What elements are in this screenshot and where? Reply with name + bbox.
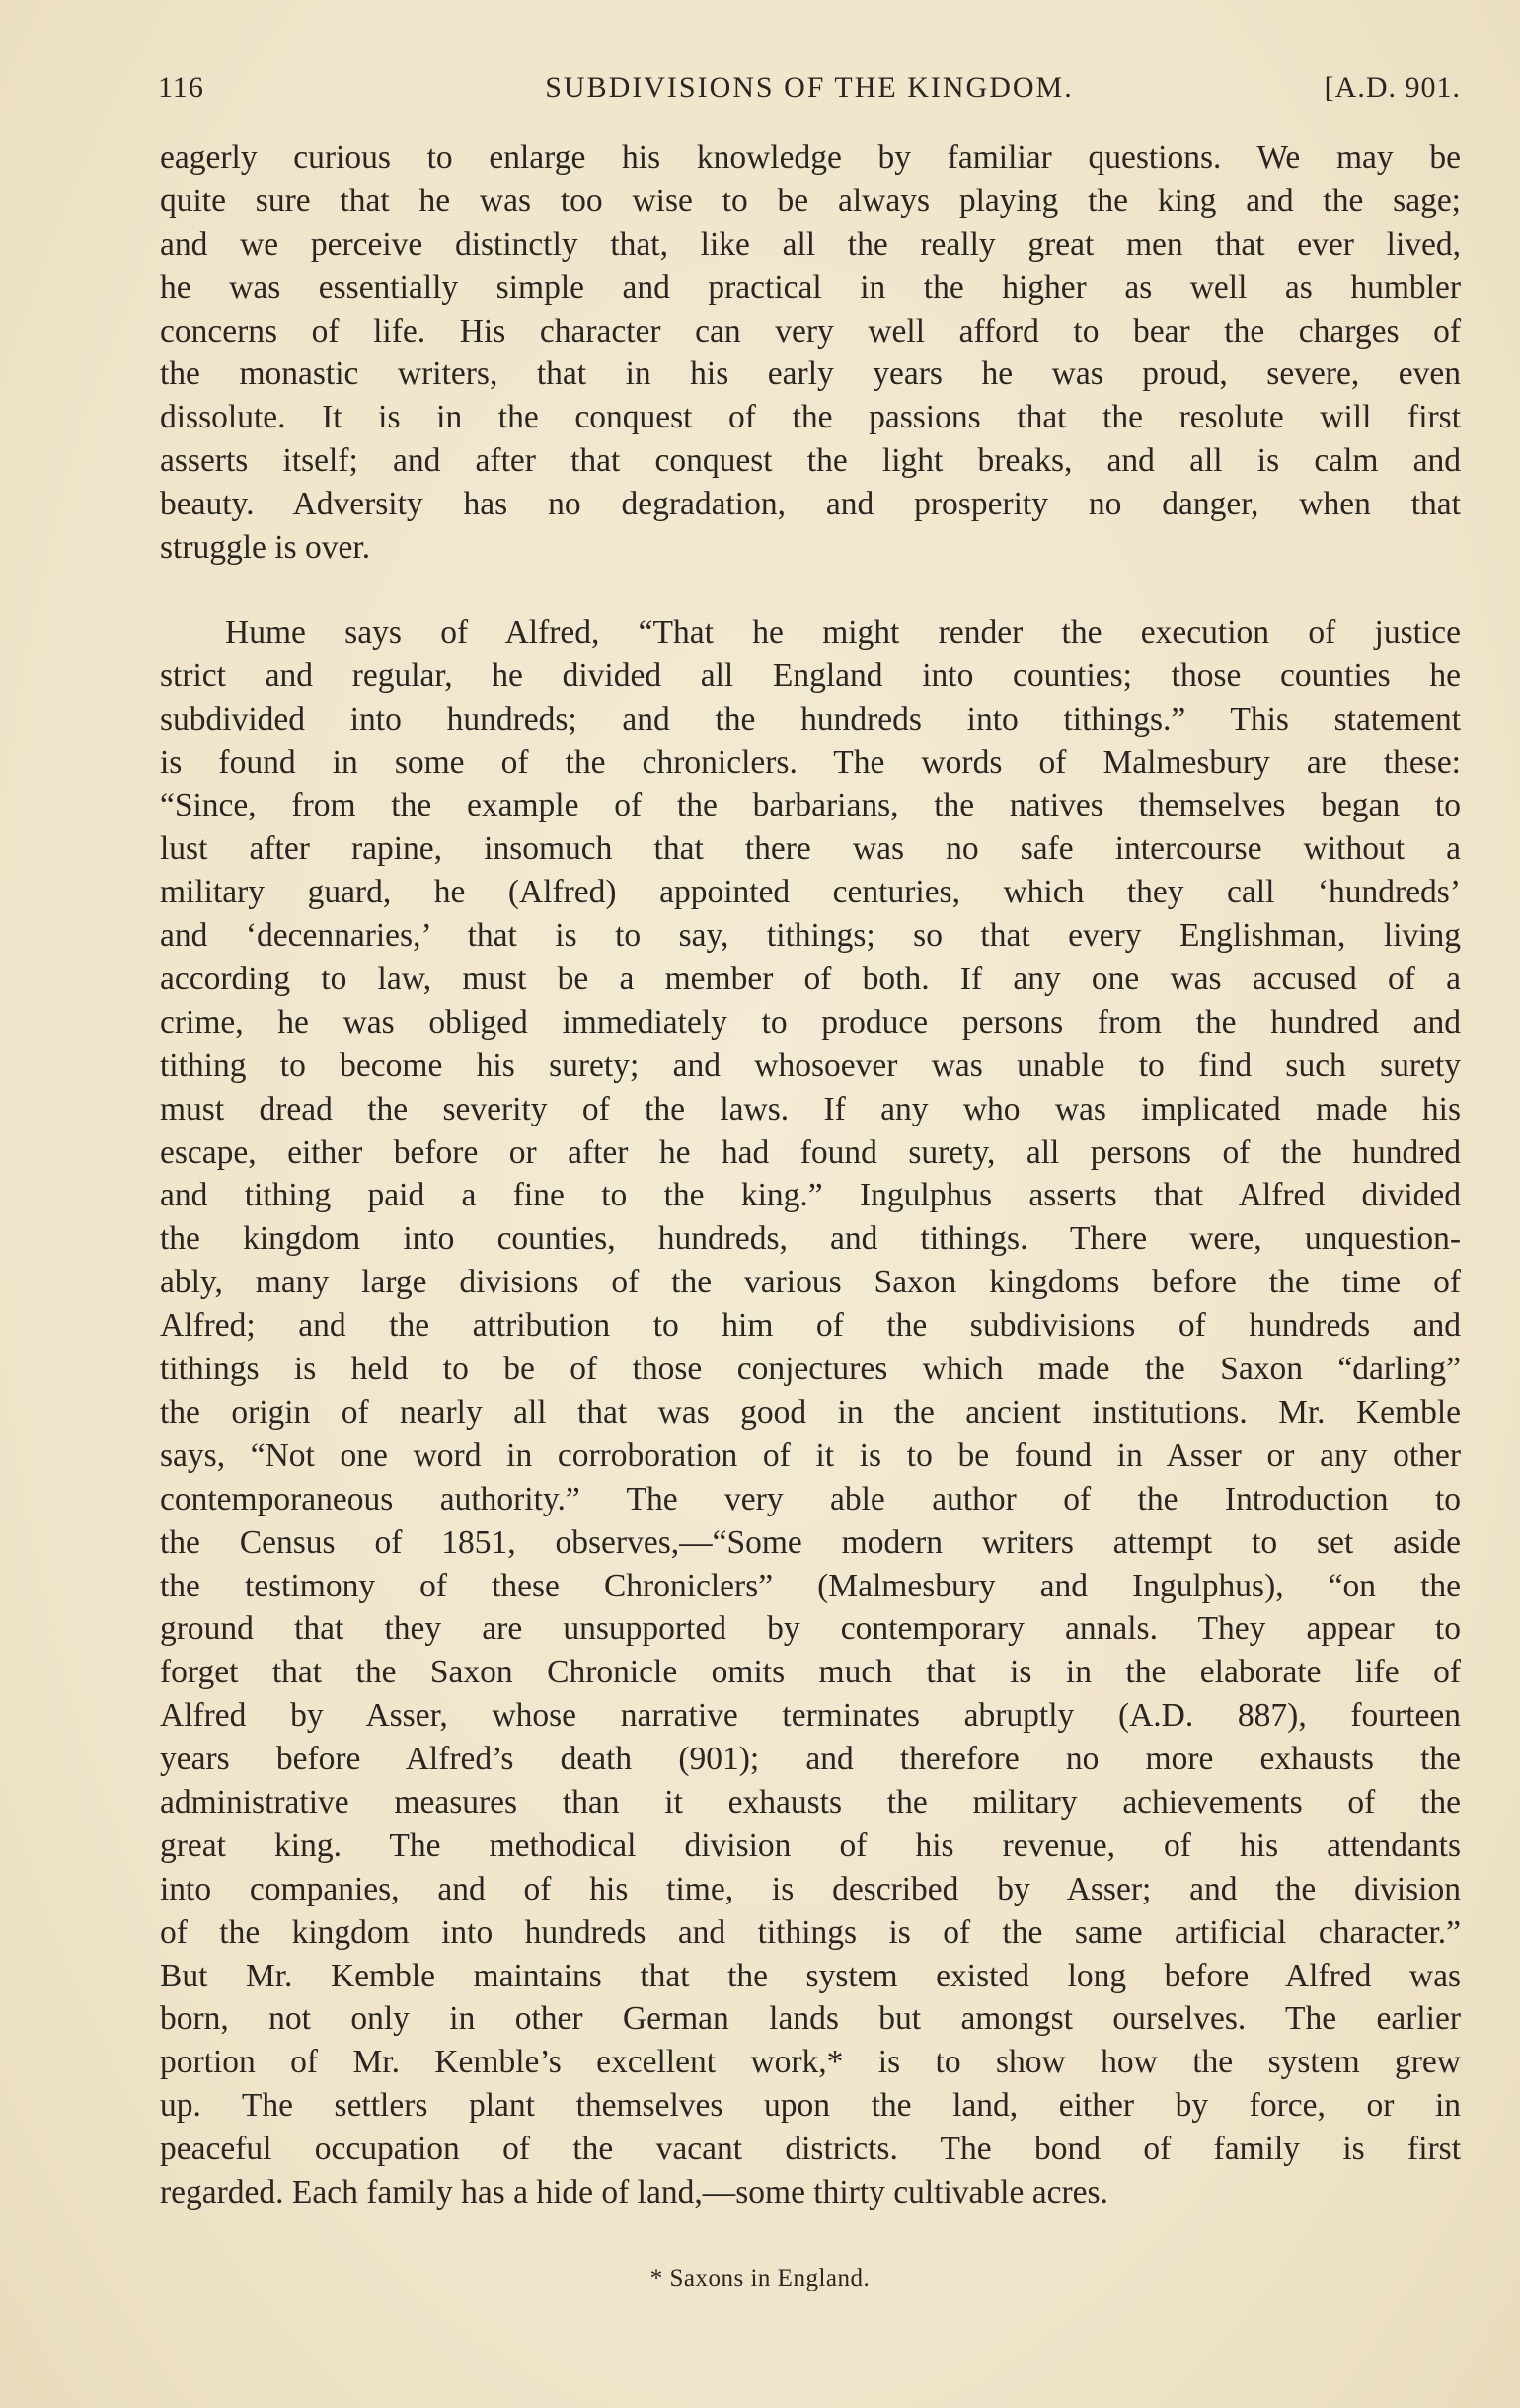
text-line: must dread the severity of the laws. If any who was implicated made his (160, 1090, 1461, 1127)
body-text (160, 136, 1461, 2214)
text-line: ably, many large divisions of the various Saxon kingdoms before the time of (160, 1264, 1461, 1301)
text-line: the origin of nearly all that was good in the ancient institutions. Mr. Kemble (160, 1393, 1461, 1431)
text-line: peaceful occupation of the vacant districts. The bond of family is first (160, 2131, 1461, 2168)
text-line: subdivided into hundreds; and the hundreds into tithings.” This statement (160, 700, 1461, 738)
running-header (158, 71, 1461, 111)
text-line: and we perceive distinctly that, like all the really great men that ever lived, (160, 225, 1461, 263)
footnote: * Saxons in England. (649, 2265, 871, 2291)
text-line: But Mr. Kemble maintains that the system existed long before Alfred was (160, 1957, 1461, 1994)
text-line: concerns of life. His character can very well afford to bear the charges of (160, 312, 1461, 350)
text-line: he was essentially simple and practical in the higher as well as humbler (160, 269, 1461, 306)
text-line: and tithing paid a fine to the king.” Ingulphus asserts that Alfred divided (160, 1177, 1461, 1214)
text-line: contemporaneous authority.” The very able author of the Introduction to (160, 1480, 1461, 1517)
text-line: born, not only in other German lands but amongst ourselves. The earlier (160, 2000, 1461, 2038)
text-line: asserts itself; and after that conquest the light breaks, and all is calm and (160, 442, 1461, 480)
text-line: is found in some of the chroniclers. The words of Malmesbury are these: (160, 743, 1461, 781)
text-line: dissolute. It is in the conquest of the passions that the resolute will first (160, 399, 1461, 436)
text-line: says, “Not one word in corroboration of it is to be found in Asser or any other (160, 1437, 1461, 1474)
text-line: strict and regular, he divided all England into counties; those counties he (160, 657, 1461, 694)
text-line: Hume says of Alfred, “That he might render the execution of justice (225, 613, 1461, 651)
text-line: tithings is held to be of those conjectures which made the Saxon “darling” (160, 1351, 1461, 1388)
text-line: the kingdom into counties, hundreds, and tithings. There were, unquestion- (160, 1220, 1461, 1258)
text-line: according to law, must be a member of both. If any one was accused of a (160, 961, 1461, 998)
text-line: regarded. Each family has a hide of land,—some thirty cultivable acres. (160, 2173, 1108, 2211)
text-line: Alfred; and the attribution to him of the subdivisions of hundreds and (160, 1307, 1461, 1345)
text-line: “Since, from the example of the barbarians, the natives themselves began to (160, 787, 1461, 824)
text-line: eagerly curious to enlarge his knowledge by familiar questions. We may be (160, 139, 1461, 176)
text-line: Alfred by Asser, whose narrative terminates abruptly (A.D. 887), fourteen (160, 1697, 1461, 1735)
text-line: up. The settlers plant themselves upon the land, either by force, or in (160, 2087, 1461, 2125)
text-line: and ‘decennaries,’ that is to say, tithings; so that every Englishman, living (160, 917, 1461, 955)
paragraph (160, 136, 1461, 570)
text-line: into companies, and of his time, is described by Asser; and the division (160, 1870, 1461, 1907)
text-line: beauty. Adversity has no degradation, and prosperity no danger, when that (160, 486, 1461, 523)
running-date: [A.D. 901. (1324, 71, 1461, 104)
paragraph (160, 611, 1461, 2214)
text-line: of the kingdom into hundreds and tithings is of the same artificial character.” (160, 1913, 1461, 1951)
text-line: administrative measures than it exhausts the military achievements of the (160, 1783, 1461, 1821)
text-line: escape, either before or after he had found surety, all persons of the hundred (160, 1133, 1461, 1171)
text-line: military guard, he (Alfred) appointed centuries, which they call ‘hundreds’ (160, 874, 1461, 911)
text-line: quite sure that he was too wise to be always playing the king and the sage; (160, 182, 1461, 219)
text-line: crime, he was obliged immediately to produce persons from the hundred and (160, 1003, 1461, 1041)
text-line: lust after rapine, insomuch that there was no safe intercourse without a (160, 830, 1461, 868)
text-line: the monastic writers, that in his early years he was proud, severe, even (160, 355, 1461, 393)
text-line: struggle is over. (160, 529, 371, 567)
running-title: SUBDIVISIONS OF THE KINGDOM. (545, 71, 1074, 104)
paragraph-gap (160, 570, 1461, 611)
page-number: 116 (158, 71, 204, 104)
text-line: the testimony of these Chroniclers” (Malmesbury and Ingulphus), “on the (160, 1567, 1461, 1604)
text-line: portion of Mr. Kemble’s excellent work,* is to show how the system grew (160, 2044, 1461, 2081)
text-line: forget that the Saxon Chronicle omits much that is in the elaborate life of (160, 1654, 1461, 1691)
text-line: tithing to become his surety; and whosoever was unable to find such surety (160, 1047, 1461, 1084)
text-line: great king. The methodical division of his revenue, of his attendants (160, 1826, 1461, 1864)
text-line: the Census of 1851, observes,—“Some modern writers attempt to set aside (160, 1523, 1461, 1561)
text-line: ground that they are unsupported by contemporary annals. They appear to (160, 1610, 1461, 1648)
text-line: years before Alfred’s death (901); and therefore no more exhausts the (160, 1741, 1461, 1778)
